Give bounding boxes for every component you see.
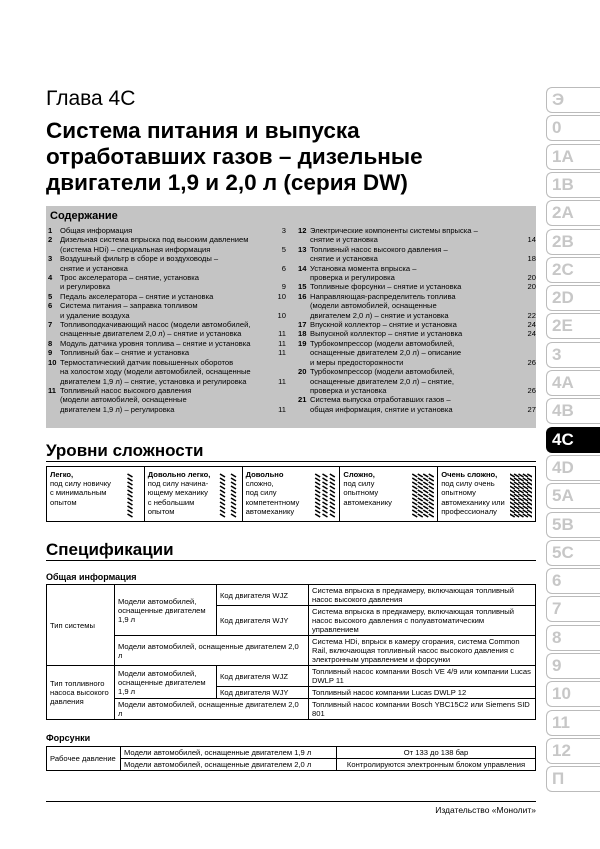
difficulty-line: опытному [441, 488, 476, 498]
difficulty-text [441, 470, 505, 516]
general-spec-table [46, 584, 536, 720]
difficulty-line: с небольшим [147, 497, 195, 507]
contents-item-number: 5 [48, 291, 53, 301]
injector-models-20: Модели автомобилей, оснащенные двигателем 2,0 л [121, 759, 337, 771]
spanner-icon [217, 472, 239, 518]
contents-item-line: Впускной коллектор – снятие и установка [310, 320, 457, 330]
pump-models-19-label: Модели автомобилей, оснащенные двигателем 1,9 л [115, 666, 217, 699]
contents-item-title [310, 395, 522, 414]
difficulty-level [340, 467, 438, 521]
contents-item-line: Термостатический датчик повышенных оборотов [60, 357, 234, 367]
contents-item-number: 8 [48, 338, 53, 348]
contents-item-number: 11 [48, 385, 57, 395]
pressure-label: Рабочее давление [47, 747, 121, 771]
contents-item [298, 245, 536, 264]
spanner-icon [412, 472, 434, 518]
specs-rule [46, 560, 536, 561]
contents-item-line: Модуль датчика уровня топлива – снятие и установка [60, 338, 251, 348]
difficulty-title: Сложно, [343, 470, 375, 479]
pump-engine-code-wjy: Код двигателя WJY [217, 687, 309, 699]
difficulty-line: автомеханику или [441, 497, 505, 507]
injector-value-19: От 133 до 138 бар [337, 747, 536, 759]
title-line: Система питания и выпуска [46, 118, 360, 143]
chapter-title [46, 118, 526, 196]
contents-item [48, 386, 286, 414]
contents-item-number: 2 [48, 235, 53, 245]
contents-item-title [60, 254, 272, 273]
contents-item-line: оснащенные двигателем 2,0 л) – снятие, [310, 376, 454, 386]
chapter-tab-4b[interactable]: 4B [546, 398, 600, 424]
contents-item-line: двигателем 1,9 л) – снятие, установка и регулировка [60, 376, 247, 386]
spanner-icon [314, 472, 336, 518]
chapter-tab-5c[interactable]: 5C [546, 540, 600, 566]
chapter-tab-4d[interactable]: 4D [546, 455, 600, 481]
contents-item-line: Турбокомпрессор (модели автомобилей, [310, 338, 455, 348]
chapter-tab-9[interactable]: 9 [546, 653, 600, 679]
footer-rule [46, 801, 536, 802]
contents-item [48, 301, 286, 320]
contents-item-line: Топливные форсунки – снятие и установка [310, 282, 462, 292]
difficulty-text [246, 470, 310, 516]
difficulty-line: сложно, [245, 479, 274, 489]
difficulty-rule [46, 461, 536, 462]
specs-heading: Спецификации [46, 540, 174, 559]
title-line: отработавших газов – дизельные [46, 144, 423, 169]
difficulty-title: Очень сложно, [441, 470, 498, 479]
difficulty-level [243, 467, 341, 521]
contents-item [48, 292, 286, 301]
contents-item-number: 20 [298, 367, 307, 377]
contents-item-line: Топливный насос высокого давления – [310, 244, 448, 254]
contents-item-line: двигателем 1,9 л) – регулировка [60, 404, 175, 414]
contents-item-line: Топливный насос высокого давления [60, 385, 192, 395]
contents-item-line: снятие и установка [310, 235, 378, 245]
chapter-tab-6[interactable]: 6 [546, 568, 600, 594]
contents-item-line: Система выпуска отработавших газов – [310, 395, 451, 405]
contents-item [48, 320, 286, 339]
spanner-icon [119, 472, 141, 518]
chapter-tab-э[interactable]: Э [546, 87, 600, 113]
chapter-tab-2c[interactable]: 2C [546, 257, 600, 283]
contents-item [48, 226, 286, 235]
contents-item-number: 12 [298, 226, 307, 235]
title-line: двигатели 1,9 и 2,0 л (серия DW) [46, 170, 408, 195]
contents-item-page: 18 [527, 254, 536, 264]
contents-item-page: 24 [527, 320, 536, 330]
chapter-tab-2e[interactable]: 2E [546, 313, 600, 339]
difficulty-line: под силу новичку [50, 479, 111, 489]
contents-item-title [310, 245, 522, 264]
contents-item-page: 20 [527, 273, 536, 283]
chapter-tab-5b[interactable]: 5B [546, 512, 600, 538]
system-wjz-value: Система впрыска в предкамеру, включающая топливный насос высокого давления [309, 585, 536, 606]
pump-engine-code-wjz: Код двигателя WJZ [217, 666, 309, 687]
difficulty-text [50, 470, 114, 507]
contents-item-page: 11 [278, 348, 286, 358]
contents-item-page: 5 [281, 244, 286, 254]
contents-item-line: Топливоподкачивающий насос (модели автомобилей, [60, 320, 251, 330]
contents-item-line: на холостом ходу (модели автомобилей, оснащенные [60, 367, 251, 377]
contents-item [298, 339, 536, 367]
contents-item-title [60, 348, 272, 357]
engine-code-wjy: Код двигателя WJY [217, 606, 309, 636]
difficulty-line: опытом [147, 506, 175, 516]
contents-item [298, 292, 536, 320]
engine-code-wjz: Код двигателя WJZ [217, 585, 309, 606]
difficulty-scale [46, 466, 536, 522]
contents-item [48, 254, 286, 273]
contents-item-line: снащенные двигателем 2,0 л) – снятие и установка [60, 329, 242, 339]
contents-item-line: Выпускной коллектор – снятие и установка [310, 329, 463, 339]
contents-item-number: 18 [298, 329, 307, 339]
contents-item-page: 11 [278, 338, 286, 348]
contents-item-line: (система HDi) – специальная информация [60, 244, 211, 254]
difficulty-line: автомеханику [245, 506, 295, 516]
contents-item [48, 273, 286, 292]
chapter-tab-10[interactable]: 10 [546, 681, 600, 707]
contents-item-page: 27 [527, 404, 536, 414]
contents-item-line: двигателем 2,0 л) – снятие и установка [310, 310, 449, 320]
difficulty-text [148, 470, 212, 516]
contents-item-number: 16 [298, 291, 307, 301]
contents-item-number: 13 [298, 244, 307, 254]
contents-item-title [310, 320, 522, 329]
contents-item-number: 9 [48, 348, 53, 358]
contents-item-line: снятие и установка [310, 254, 378, 264]
chapter-label: Глава 4C [46, 87, 136, 110]
difficulty-line: под силу начина- [147, 479, 209, 489]
contents-item-title [310, 367, 522, 395]
difficulty-heading: Уровни сложности [46, 441, 204, 460]
contents-item-title [310, 226, 522, 245]
contents-item-number: 3 [48, 254, 53, 264]
models-20-label: Модели автомобилей, оснащенные двигателем 2,0 л [115, 636, 309, 666]
contents-item-title [310, 339, 522, 367]
chapter-tab-3[interactable]: 3 [546, 342, 600, 368]
contents-item-number: 1 [48, 226, 53, 235]
contents-item-line: Турбокомпрессор (модели автомобилей, [310, 367, 455, 377]
contents-item-page: 11 [278, 376, 286, 386]
contents-item-line: оснащенные двигателем 2,0 л) – описание [310, 348, 462, 358]
contents-item [298, 395, 536, 414]
contents-item-title [60, 301, 272, 320]
contents-item-line: общая информация, снятие и установка [310, 404, 453, 414]
contents-item-page: 6 [281, 263, 286, 273]
contents-item-line: Трос акселератора – снятие, установка [60, 273, 199, 283]
contents-item-line: проверка и установка [310, 385, 387, 395]
pump-wjz-value: Топливный насос компании Bosch VE 4/9 или компании Lucas DWLP 11 [309, 666, 536, 687]
contents-item-line: Топливный бак – снятие и установка [60, 348, 190, 358]
contents-item-number: 15 [298, 282, 307, 292]
contents-item-title [60, 292, 272, 301]
contents-item [298, 264, 536, 283]
spanner-icon [510, 472, 532, 518]
injector-models-19: Модели автомобилей, оснащенные двигателем 1,9 л [121, 747, 337, 759]
contents-item [298, 282, 536, 291]
difficulty-title: Довольно [245, 470, 284, 479]
chapter-tab-2a[interactable]: 2A [546, 200, 600, 226]
chapter-tab-11[interactable]: 11 [546, 710, 600, 736]
contents-item-title [60, 339, 272, 348]
difficulty-line: под силу очень [441, 479, 495, 489]
contents-item [298, 226, 536, 245]
contents-item-line: снятие и установка [60, 263, 128, 273]
difficulty-line: с минимальным [50, 488, 107, 498]
difficulty-line: под силу [245, 488, 277, 498]
chapter-tab-2d[interactable]: 2D [546, 285, 600, 311]
chapter-tab-п[interactable]: П [546, 766, 600, 792]
contents-item [48, 348, 286, 357]
contents-item-page: 3 [281, 226, 286, 235]
injectors-spec-table [46, 746, 536, 771]
contents-item-line: проверка и регулировка [310, 273, 395, 283]
contents-left-column [48, 226, 286, 414]
chapter-tab-4a[interactable]: 4A [546, 370, 600, 396]
difficulty-level [47, 467, 145, 521]
contents-item-page: 10 [277, 310, 286, 320]
contents-item-line: Педаль акселератора – снятие и установка [60, 291, 214, 301]
contents-item-line: (модели автомобилей, оснащенные [60, 395, 187, 405]
contents-item-line: Дизельная система впрыска под высоким давлением [60, 235, 249, 245]
system-type-label: Тип системы [47, 585, 115, 666]
contents-item-line: Установка момента впрыска – [310, 263, 417, 273]
contents-item-line: и удаление воздуха [60, 310, 130, 320]
contents-item-title [310, 329, 522, 338]
contents-item-line: Система питания – заправка топливом [60, 301, 198, 311]
contents-item-title [310, 264, 522, 283]
chapter-tab-12[interactable]: 12 [546, 738, 600, 764]
pump-models-20-label: Модели автомобилей, оснащенные двигателем 2,0 л [115, 699, 309, 720]
contents-item [298, 367, 536, 395]
contents-item-page: 10 [277, 291, 286, 301]
chapter-tab-8[interactable]: 8 [546, 625, 600, 651]
contents-item [298, 329, 536, 338]
contents-item-number: 7 [48, 320, 53, 330]
contents-item-page: 20 [527, 282, 536, 292]
publisher-footer: Издательство «Монолит» [435, 805, 536, 815]
contents-item-title [310, 282, 522, 291]
chapter-tab-1b[interactable]: 1B [546, 172, 600, 198]
chapter-tab-7[interactable]: 7 [546, 596, 600, 622]
contents-item-page: 11 [278, 329, 286, 339]
chapter-tab-4c[interactable]: 4C [546, 427, 600, 453]
contents-item-page: 14 [527, 235, 536, 245]
difficulty-title: Легко, [50, 470, 74, 479]
contents-item-page: 26 [527, 357, 536, 367]
contents-item-page: 22 [527, 310, 536, 320]
models-19-label: Модели автомобилей, оснащенные двигателем 1,9 л [115, 585, 217, 636]
contents-item-title [310, 292, 522, 320]
difficulty-line: профессионалу [441, 506, 497, 516]
contents-item-title [60, 386, 272, 414]
chapter-tab-2b[interactable]: 2B [546, 229, 600, 255]
contents-item-number: 14 [298, 263, 307, 273]
pump-wjy-value: Топливный насос компании Lucas DWLP 12 [309, 687, 536, 699]
difficulty-line: под силу [343, 479, 375, 489]
difficulty-line: опытом [50, 497, 77, 507]
contents-item [298, 320, 536, 329]
contents-item-title [60, 273, 272, 292]
difficulty-line: ющему механику [147, 488, 208, 498]
general-info-heading: Общая информация [46, 572, 137, 582]
contents-item-title [60, 320, 272, 339]
contents-item-page: 24 [527, 329, 536, 339]
contents-item-line: Общая информация [60, 226, 133, 235]
contents-item-line: и регулировка [60, 282, 111, 292]
difficulty-title: Довольно легко, [147, 470, 211, 479]
injector-value-20: Контролируются электронным блоком управления [337, 759, 536, 771]
contents-heading: Содержание [50, 210, 118, 222]
contents-item-line: Воздушный фильтр в сборе и воздуховоды – [60, 254, 219, 264]
injectors-heading: Форсунки [46, 733, 91, 743]
system-20-value: Система HDi, впрыск в камеру сгорания, система Common Rail, включающая топливный насос высокого давления с электронным управлением и форсунки [309, 636, 536, 666]
contents-item-number: 21 [298, 395, 307, 405]
chapter-tab-1a[interactable]: 1A [546, 144, 600, 170]
contents-item-title [60, 358, 272, 386]
contents-item-number: 19 [298, 338, 307, 348]
chapter-tab-0[interactable]: 0 [546, 115, 600, 141]
difficulty-line: опытному [343, 488, 379, 498]
contents-item-page: 11 [278, 404, 286, 414]
contents-item-page: 9 [281, 282, 286, 292]
contents-item-line: Направляющая-распределитель топлива [310, 291, 456, 301]
contents-item-line: и меры предосторожности [310, 357, 404, 367]
contents-right-column [298, 226, 536, 414]
difficulty-line: автомеханику [343, 497, 392, 507]
chapter-tab-5a[interactable]: 5A [546, 483, 600, 509]
contents-item-page: 26 [527, 385, 536, 395]
difficulty-level [438, 467, 535, 521]
contents-item-number: 4 [48, 273, 53, 283]
contents-item-number: 10 [48, 357, 57, 367]
contents-item-line: (модели автомобилей, оснащенные [310, 301, 437, 311]
contents-item-title [60, 226, 272, 235]
pump-20-value: Топливный насос компании Bosch YBC15C2 или Siemens SID 801 [309, 699, 536, 720]
contents-item-line: Электрические компоненты системы впрыска – [310, 226, 478, 235]
contents-item-title [60, 235, 272, 254]
pump-type-label: Тип топливного насоса высокого давления [47, 666, 115, 720]
contents-item-number: 6 [48, 301, 53, 311]
system-wjy-value: Система впрыска в предкамеру, включающая топливный насос высокого давления с полуавтоматическим управлением [309, 606, 536, 636]
difficulty-text [343, 470, 407, 507]
contents-item-number: 17 [298, 320, 307, 330]
difficulty-line: компетентному [245, 497, 300, 507]
difficulty-level [145, 467, 243, 521]
contents-item [48, 339, 286, 348]
contents-box [46, 206, 536, 428]
contents-item [48, 358, 286, 386]
contents-item [48, 235, 286, 254]
